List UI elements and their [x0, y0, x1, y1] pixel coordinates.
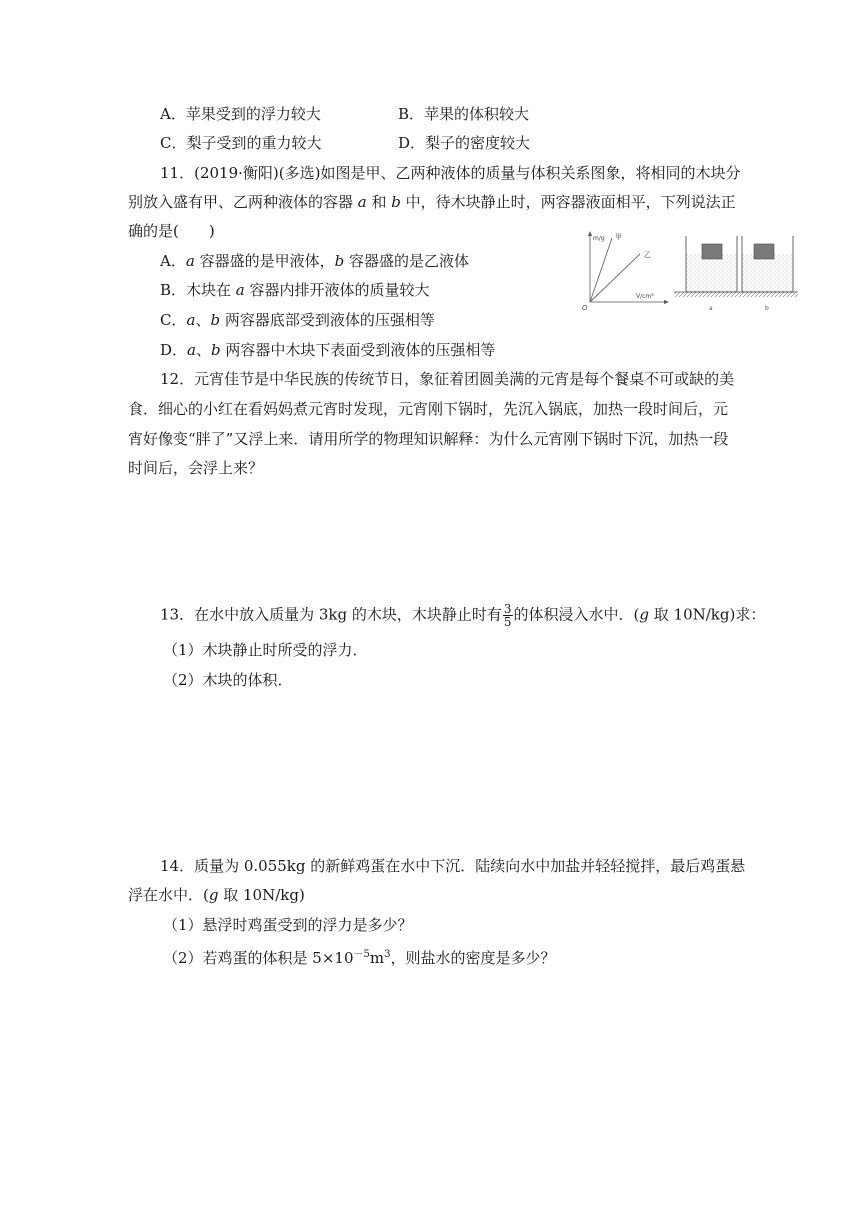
q11-stem-line3: 确的是( ) [128, 222, 215, 240]
wood-block-a [702, 244, 722, 259]
x-axis-label: V/cm³ [636, 293, 654, 300]
container-b [742, 236, 793, 292]
q14-line2: 浮在水中．(g 取 10N/kg) [128, 886, 305, 904]
q13-sub2: （2）木块的体积． [163, 671, 293, 689]
q11-stem-line2: 别放入盛有甲、乙两种液体的容器 a 和 b 中，待木块静止时，两容器液面相平，下列说法正 [128, 193, 736, 211]
ground-hatch [674, 292, 798, 297]
fraction-three-fifths: $\frac{3}{5}$ [503, 602, 512, 629]
container-a [686, 236, 737, 292]
q11-stem-line1: 11．(2019·衡阳)(多选)如图是甲、乙两种液体的质量与体积关系图象，将相同的木块分 [160, 164, 741, 182]
q11-option-a: A．a 容器盛的是甲液体，b 容器盛的是乙液体 [160, 252, 469, 270]
y-axis-label: m/g [593, 235, 605, 242]
q12-line3: 宵好像变“胖了”又浮上来．请用所学的物理知识解释：为什么元宵刚下锅时下沉，加热一段 [128, 430, 729, 448]
q14-line1: 14．质量为 0.055kg 的新鲜鸡蛋在水中下沉．陆续向水中加盐并轻轻搅拌，最后鸡蛋悬 [160, 857, 746, 875]
line-yi-label: 乙 [644, 251, 651, 259]
q10-option-a: A．苹果受到的浮力较大 [160, 105, 321, 123]
q14-sub2: （2）若鸡蛋的体积是 $5\times 10^{-5}m^3$，则盐水的密度是多少？ [163, 949, 556, 967]
q10-option-c: C．梨子受到的重力较大 [160, 134, 322, 152]
mass-volume-graph [582, 231, 669, 312]
q12-line4: 时间后，会浮上来？ [128, 459, 264, 477]
q12-line1: 12．元宵佳节是中华民族的传统节日，象征着团圆美满的元宵是每个餐桌不可或缺的美 [160, 370, 735, 388]
q10-option-d: D．梨子的密度较大 [398, 134, 531, 152]
line-jia-label: 甲 [615, 233, 622, 241]
container-b-label: b [765, 305, 769, 312]
q14-sub1: （1）悬浮时鸡蛋受到的浮力是多少？ [163, 916, 413, 934]
line-yi [590, 254, 640, 302]
container-a-label: a [709, 305, 713, 312]
q13-stem: 13．在水中放入质量为 3kg 的木块，木块静止时有 $\frac{3}{5}$ 的体积浸入水中．(g 取 10N/kg)求： [160, 602, 766, 629]
q11-option-d: D．a、b 两容器中木块下表面受到液体的压强相等 [160, 341, 496, 359]
origin-label: O [582, 304, 588, 312]
q10-option-b: B．苹果的体积较大 [398, 105, 530, 123]
q11-option-b: B．木块在 a 容器内排开液体的质量较大 [160, 281, 430, 299]
q11-figure [574, 226, 798, 316]
line-jia [590, 238, 612, 302]
wood-block-b [754, 244, 774, 259]
q11-option-c: C．a、b 两容器底部受到液体的压强相等 [160, 311, 435, 329]
q13-sub1: （1）木块静止时所受的浮力． [163, 641, 368, 659]
q12-line2: 食．细心的小红在看妈妈煮元宵时发现，元宵刚下锅时，先沉入锅底，加热一段时间后，元 [128, 400, 729, 418]
